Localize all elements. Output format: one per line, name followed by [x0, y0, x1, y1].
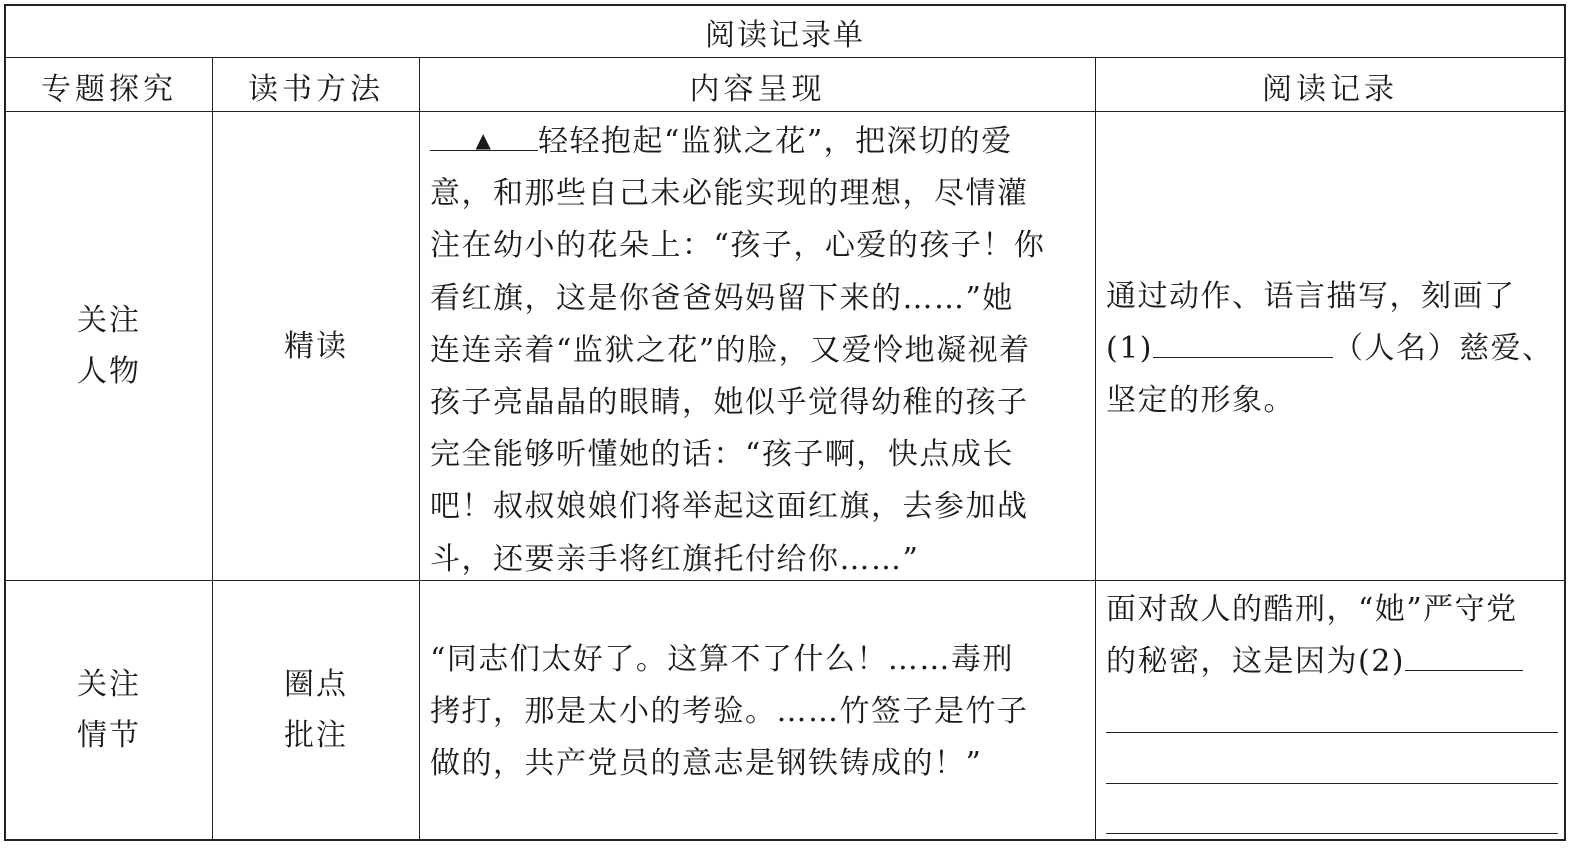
row1-topic-line1: 关注: [77, 303, 141, 338]
row1-content-line: 孩子亮晶晶的眼睛，她似乎觉得幼稚的孩子: [430, 385, 1029, 421]
answer-blank-1[interactable]: [1153, 323, 1333, 358]
answer-blank-marked[interactable]: [430, 116, 538, 151]
row2-topic-line2: 情节: [77, 718, 141, 753]
row1-content-line: 注在幼小的花朵上：“孩子，心爱的孩子！你: [430, 228, 1046, 264]
row1-content-line: 吧！叔叔娘娘们将举起这面红旗，去参加战: [430, 489, 1029, 525]
row1-content: [430, 116, 1090, 586]
reading-record-table: [4, 4, 1566, 841]
row2-content-line: 拷打，那是太小的考验。……竹签子是竹子: [430, 694, 1029, 730]
row2-method: [213, 581, 419, 839]
row2-record-line1: 面对敌人的酷刑，“她”严守党: [1106, 592, 1518, 627]
header-record: 阅读记录: [1262, 71, 1398, 107]
answer-line[interactable]: [1106, 732, 1558, 733]
header-content: 内容呈现: [689, 71, 826, 107]
row1-content-line: 看红旗，这是你爸爸妈妈留下来的……”她: [430, 280, 1014, 316]
row2-record-line2: 的秘密，这是因为(2): [1106, 636, 1558, 688]
row2-topic-line1: 关注: [77, 667, 141, 702]
row1-method: [213, 112, 419, 580]
row2-method-line2: 批注: [284, 718, 348, 753]
row1-record-line3: 坚定的形象。: [1106, 383, 1295, 419]
header-topic: 专题探究: [41, 71, 177, 107]
row1-topic-line2: 人物: [77, 354, 141, 389]
answer-line[interactable]: [1106, 833, 1558, 834]
row1-method-line1: 精读: [284, 328, 348, 364]
row1-record-line1: 通过动作、语言描写，刻画了: [1106, 279, 1516, 314]
header-method: 读书方法: [248, 71, 384, 107]
triangle-marker: ▲: [475, 128, 493, 152]
row2-content-line: 做的，共产党员的意志是钢铁铸成的！”: [430, 746, 983, 782]
row1-record-line2: (1) （人名）慈爱、: [1106, 323, 1558, 375]
row2-topic: [6, 581, 212, 839]
table-title: 阅读记录单: [705, 18, 865, 53]
row1-record: [1106, 271, 1558, 428]
divider: [1095, 58, 1096, 839]
row1-content-line: 连连亲着“监狱之花”的脸，又爱怜地凝视着: [430, 332, 1031, 368]
row1-content-line: ▲ 轻轻抱起“监狱之花”，把深切的爱: [430, 116, 1090, 168]
row2-method-line1: 圈点: [284, 667, 348, 702]
row2-record: [1106, 584, 1558, 688]
row2-content-line: “同志们太好了。这算不了什么！……毒刑: [430, 642, 1014, 677]
row1-content-line: 斗，还要亲手将红旗托付给你……”: [430, 541, 920, 577]
divider: [419, 58, 420, 839]
row1-topic: [6, 112, 212, 580]
row1-content-line: 意，和那些自己未必能实现的理想，尽情灌: [430, 176, 1029, 212]
answer-blank-2[interactable]: [1405, 636, 1523, 671]
row2-content: [430, 634, 1090, 791]
row1-content-line: 完全能够听懂她的话：“孩子啊，快点成长: [430, 437, 1014, 473]
answer-line[interactable]: [1106, 783, 1558, 784]
